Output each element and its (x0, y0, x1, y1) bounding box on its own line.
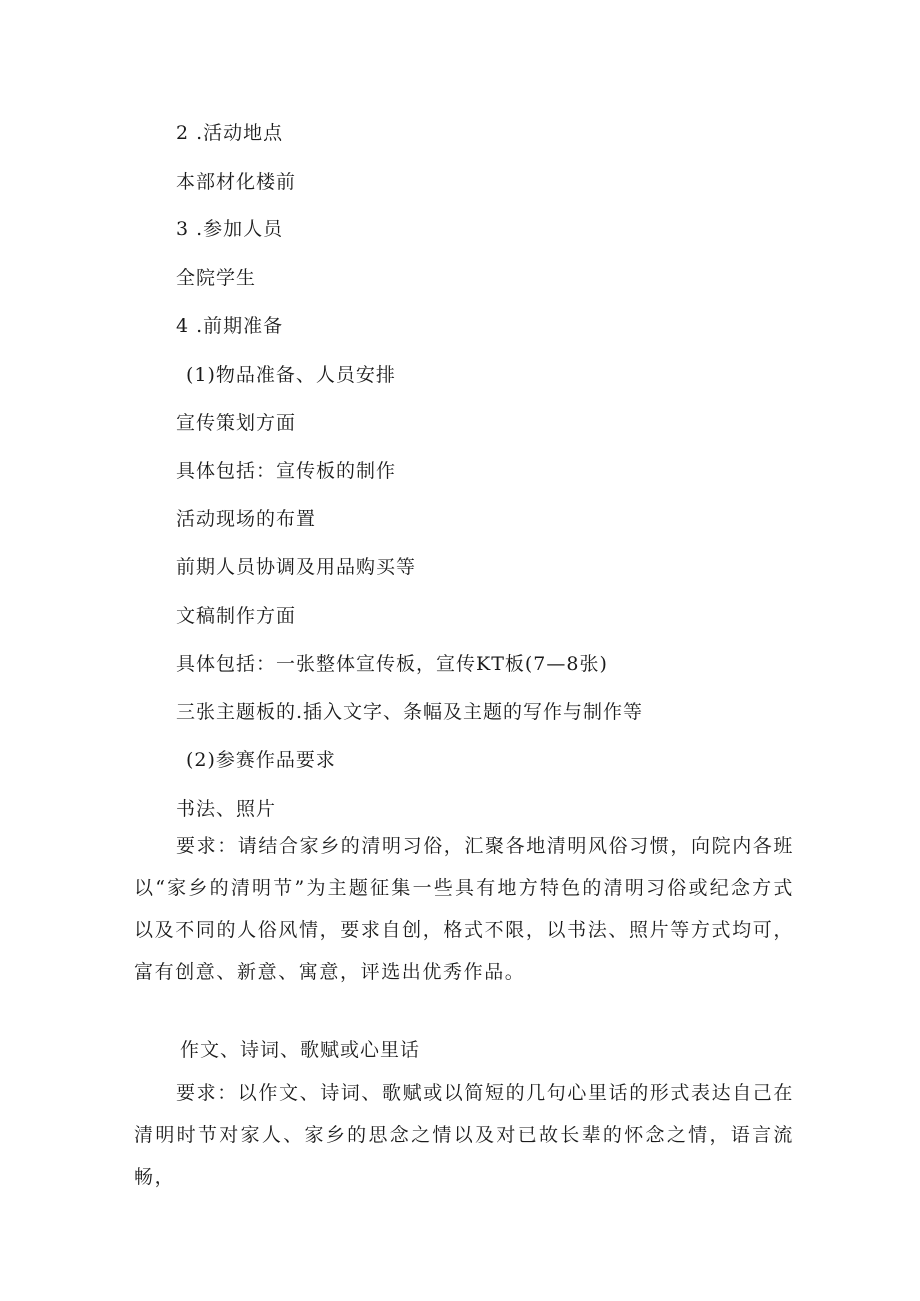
section-heading-preparation: 4 .前期准备 (176, 315, 284, 337)
text-line-writing-detail: 具体包括：一张整体宣传板，宣传KT板(7—8张) (176, 653, 608, 675)
text-line-participants: 全院学生 (176, 267, 257, 289)
section-heading-location: 2 .活动地点 (176, 122, 284, 144)
text-line-venue: 活动现场的布置 (176, 508, 317, 530)
text-line-coordination: 前期人员协调及用品购买等 (176, 556, 417, 578)
subheading-items-staff: (1)物品准备、人员安排 (186, 364, 396, 386)
paragraph-calligraphy-requirements: 要求：请结合家乡的清明习俗，汇聚各地清明风俗习惯，向院内各班以“家乡的清明节”为主题征集一些具有地方特色的清明习俗或纪念方式以及不同的人俗风情，要求自创，格式不限，以书法、照片等方式均可，富有创意、新意、寓意，评选出优秀作品。 (134, 835, 795, 983)
text-line-publicity: 宣传策划方面 (176, 412, 297, 434)
section-heading-participants: 3 .参加人员 (176, 218, 284, 240)
text-line-publicity-detail: 具体包括：宣传板的制作 (176, 460, 397, 482)
heading-essay-poetry (176, 1037, 920, 1063)
text-line-location: 本部材化楼前 (176, 171, 297, 193)
text-line-calligraphy-photo: 书法、照片 (176, 798, 277, 820)
paragraph-essay-requirements: 要求：以作文、诗词、歌赋或以简短的几句心里话的形式表达自己在清明时节对家人、家乡的思念之情以及对已故长辈的怀念之情，语言流畅， (134, 1082, 795, 1188)
text-line-writing: 文稿制作方面 (176, 605, 297, 627)
heading-essay-poetry-text: 作文、诗词、歌赋或心里话 (180, 1039, 421, 1061)
subheading-entry-requirements: (2)参赛作品要求 (186, 749, 336, 771)
text-line-theme-boards: 三张主题板的.插入文字、条幅及主题的写作与制作等 (176, 701, 644, 723)
